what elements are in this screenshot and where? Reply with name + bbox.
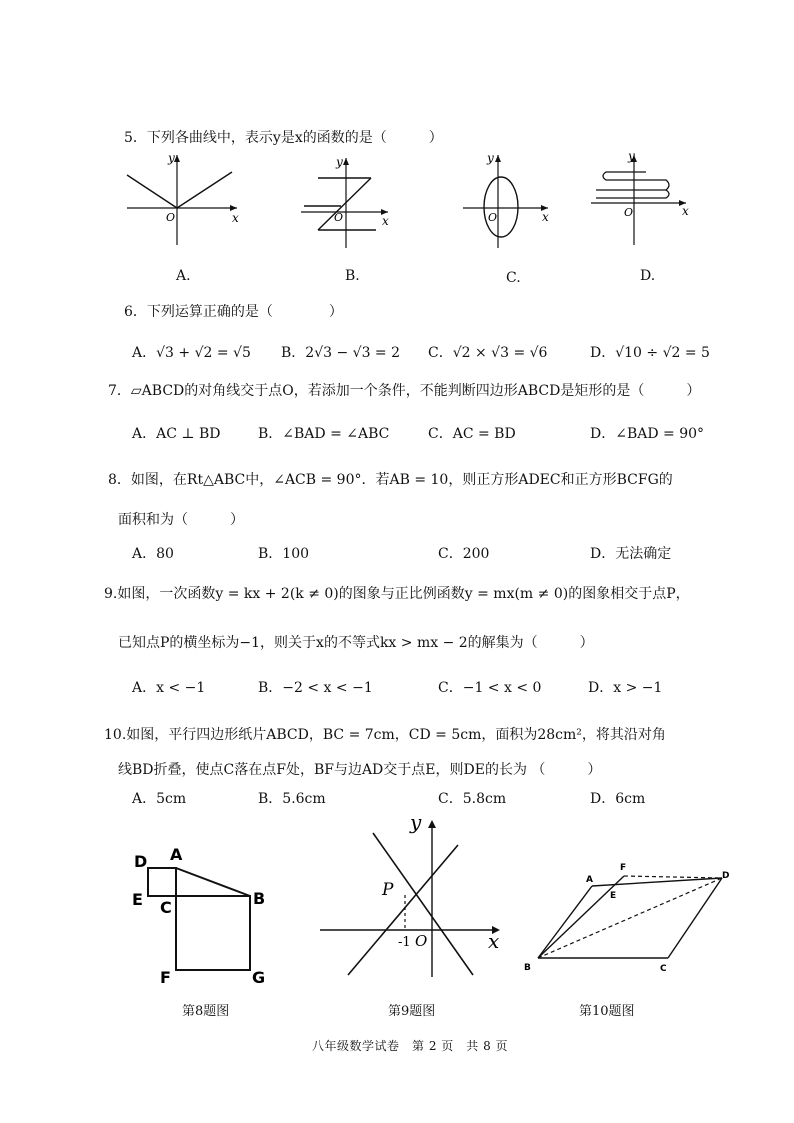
- q5-graph-c: [458, 150, 558, 250]
- svg-text:O: O: [166, 211, 176, 224]
- figure-9-caption: 第9题图: [388, 1004, 436, 1019]
- svg-text:O: O: [334, 211, 344, 224]
- q9-option-a: A．x < −1: [132, 680, 206, 696]
- q10-stem-line2: 线BD折叠，使点C落在点F处，BF与边AD交于点E，则DE的长为 （ ）: [118, 762, 602, 778]
- q6-option-a: A．√3 + √2 = √5: [132, 345, 251, 361]
- q6-option-b: B．2√3 − √3 = 2: [281, 345, 401, 361]
- q8-stem-line2: 面积和为（ ）: [118, 512, 244, 528]
- figure-8-caption: 第8题图: [182, 1004, 230, 1019]
- q5-stem: 5．下列各曲线中，表示y是x的函数的是（ ）: [124, 130, 443, 146]
- svg-text:y: y: [487, 151, 494, 165]
- svg-text:C: C: [660, 964, 667, 974]
- q10-option-b: B．5.6cm: [258, 791, 326, 807]
- q7-option-c: C．AC = BD: [428, 426, 516, 442]
- q5-graph-a: [122, 150, 242, 250]
- svg-text:x: x: [682, 204, 689, 218]
- svg-text:x: x: [232, 211, 239, 225]
- q5-option-c: C.: [506, 270, 521, 286]
- svg-text:B: B: [524, 963, 531, 973]
- q9-option-b: B．−2 < x < −1: [258, 680, 373, 696]
- svg-text:x: x: [382, 214, 389, 228]
- svg-text:C: C: [160, 898, 172, 917]
- svg-text:A: A: [170, 845, 183, 864]
- q7-option-d: D．∠BAD = 90°: [590, 426, 705, 442]
- q5a-y-label: y: [168, 151, 175, 165]
- svg-text:A: A: [586, 875, 593, 885]
- svg-text:E: E: [132, 890, 143, 909]
- q7-option-a: A．AC ⊥ BD: [132, 426, 221, 442]
- figure-10-caption: 第10题图: [579, 1004, 635, 1019]
- q6-option-d: D．√10 ÷ √2 = 5: [590, 345, 710, 361]
- svg-text:D: D: [722, 871, 730, 881]
- page-footer: 八年级数学试卷 第 2 页 共 8 页: [312, 1039, 509, 1053]
- q10-stem: 10.如图，平行四边形纸片ABCD，BC = 7cm，CD = 5cm，面积为28cm²，将其沿对角: [104, 727, 666, 743]
- q8-option-d: D．无法确定: [590, 546, 672, 562]
- svg-text:-1: -1: [398, 935, 411, 950]
- q8-option-a: A．80: [132, 546, 174, 562]
- figure-9: [318, 810, 508, 980]
- svg-text:E: E: [610, 891, 617, 901]
- q5-graph-b: [296, 150, 406, 250]
- q8-stem: 8．如图，在Rt△ABC中，∠ACB = 90°．若AB = 10，则正方形ADEC和正方形BCFG的: [108, 472, 673, 488]
- q10-option-d: D．6cm: [590, 791, 646, 807]
- q8-option-c: C．200: [438, 546, 490, 562]
- q5-option-d: D.: [640, 268, 656, 284]
- q6-stem: 6．下列运算正确的是（ ）: [124, 304, 343, 320]
- svg-text:x: x: [542, 210, 549, 224]
- q10-option-a: A．5cm: [132, 791, 187, 807]
- q5-graph-d: [586, 150, 696, 250]
- q8-option-b: B．100: [258, 546, 310, 562]
- q5-option-a: A.: [176, 268, 191, 284]
- svg-text:G: G: [252, 968, 266, 987]
- q7-option-b: B．∠BAD = ∠ABC: [258, 426, 390, 442]
- figure-10: [520, 858, 740, 978]
- svg-text:y: y: [336, 155, 343, 169]
- svg-text:O: O: [488, 211, 498, 224]
- svg-text:F: F: [620, 863, 627, 873]
- svg-text:P: P: [382, 880, 394, 900]
- q9-stem-line2: 已知点P的横坐标为−1，则关于x的不等式kx > mx − 2的解集为（ ）: [118, 635, 594, 651]
- q7-stem: 7．▱ABCD的对角线交于点O，若添加一个条件，不能判断四边形ABCD是矩形的是（ ）: [108, 383, 701, 399]
- q6-option-c: C．√2 × √3 = √6: [428, 345, 548, 361]
- q5-option-b: B.: [345, 268, 360, 284]
- svg-text:D: D: [134, 852, 148, 871]
- svg-text:O: O: [624, 206, 634, 219]
- svg-text:y: y: [410, 810, 422, 834]
- q9-option-c: C．−1 < x < 0: [438, 680, 542, 696]
- figure-8: [128, 840, 278, 990]
- q9-option-d: D．x > −1: [588, 680, 663, 696]
- svg-text:x: x: [488, 929, 500, 953]
- svg-text:y: y: [628, 149, 635, 163]
- q9-stem: 9.如图，一次函数y = kx + 2(k ≠ 0)的图象与正比例函数y = mx(m ≠ 0)的图象相交于点P，: [104, 586, 690, 602]
- q10-option-c: C．5.8cm: [438, 791, 507, 807]
- svg-text:B: B: [253, 889, 266, 908]
- svg-text:F: F: [160, 968, 171, 987]
- svg-text:O: O: [415, 932, 428, 950]
